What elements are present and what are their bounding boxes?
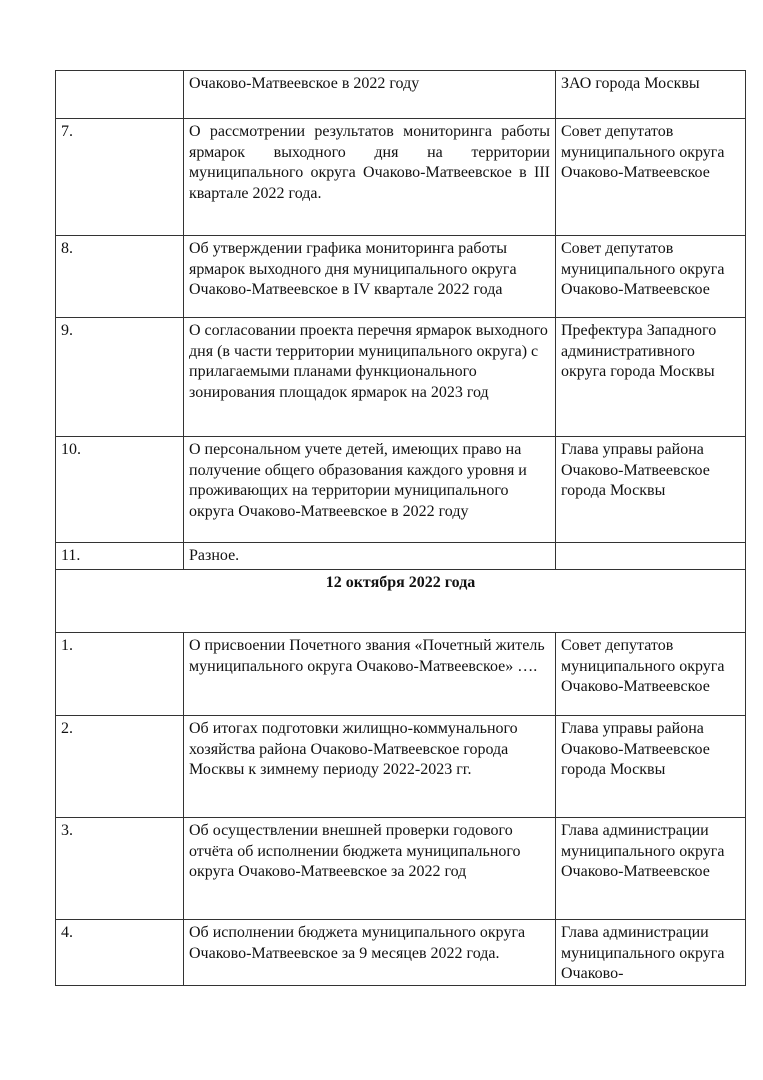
item-topic: Об осуществлении внешней проверки годового отчёта об исполнении бюджета муниципального округа Очаково-Матвеевское за 2022 год [184,818,556,920]
item-topic: О присвоении Почетного звания «Почетный житель муниципального округа Очаково-Матвеевское» …. [184,633,556,716]
table-row [56,818,746,920]
table-row [56,920,746,986]
item-number: 4. [56,920,184,986]
item-topic: О рассмотрении результатов мониторинга работы ярмарок выходного дня на территории муниципального округа Очаково-Матвеевское в III квартале 2022 года. [184,119,556,236]
item-responsible: Глава управы района Очаково-Матвеевское города Москвы [556,437,746,543]
table-row [56,716,746,818]
table-row [56,633,746,716]
item-number: 3. [56,818,184,920]
item-number: 9. [56,318,184,437]
item-responsible: Совет депутатов муниципального округа Очаково-Матвеевское [556,119,746,236]
table-row [56,543,746,570]
item-topic: Об утверждении графика мониторинга работы ярмарок выходного дня муниципального округа Очаково-Матвеевское в IV квартале 2022 года [184,236,556,318]
item-number: 8. [56,236,184,318]
table-row [56,437,746,543]
meeting-date-heading: 12 октября 2022 года [56,570,746,633]
item-number: 1. [56,633,184,716]
item-number: 10. [56,437,184,543]
table-row [56,71,746,119]
item-responsible: ЗАО города Москвы [556,71,746,119]
item-responsible: Глава управы района Очаково-Матвеевское города Москвы [556,716,746,818]
item-topic: О согласовании проекта перечня ярмарок выходного дня (в части территории муниципального округа) с прилагаемыми планами функционального зонирования площадок ярмарок на 2023 год [184,318,556,437]
item-responsible: Префектура Западного административного округа города Москвы [556,318,746,437]
item-number [56,71,184,119]
item-responsible: Глава администрации муниципального округа Очаково-Матвеевское [556,818,746,920]
item-responsible [556,543,746,570]
item-responsible: Совет депутатов муниципального округа Очаково-Матвеевское [556,236,746,318]
item-number: 11. [56,543,184,570]
agenda-table [55,70,746,986]
table-row [56,236,746,318]
item-topic: Разное. [184,543,556,570]
item-topic: Об исполнении бюджета муниципального округа Очаково-Матвеевское за 9 месяцев 2022 года. [184,920,556,986]
item-topic: О персональном учете детей, имеющих право на получение общего образования каждого уровня и проживающих на территории муниципального округа Очаково-Матвеевское в 2022 году [184,437,556,543]
item-responsible: Совет депутатов муниципального округа Очаково-Матвеевское [556,633,746,716]
item-responsible: Глава администрации муниципального округа Очаково- [556,920,746,986]
item-number: 2. [56,716,184,818]
date-header-row [56,570,746,633]
table-row [56,119,746,236]
item-topic: Очаково-Матвеевское в 2022 году [184,71,556,119]
item-topic: Об итогах подготовки жилищно-коммунального хозяйства района Очаково-Матвеевское города Москвы к зимнему периоду 2022-2023 гг. [184,716,556,818]
table-row [56,318,746,437]
item-number: 7. [56,119,184,236]
